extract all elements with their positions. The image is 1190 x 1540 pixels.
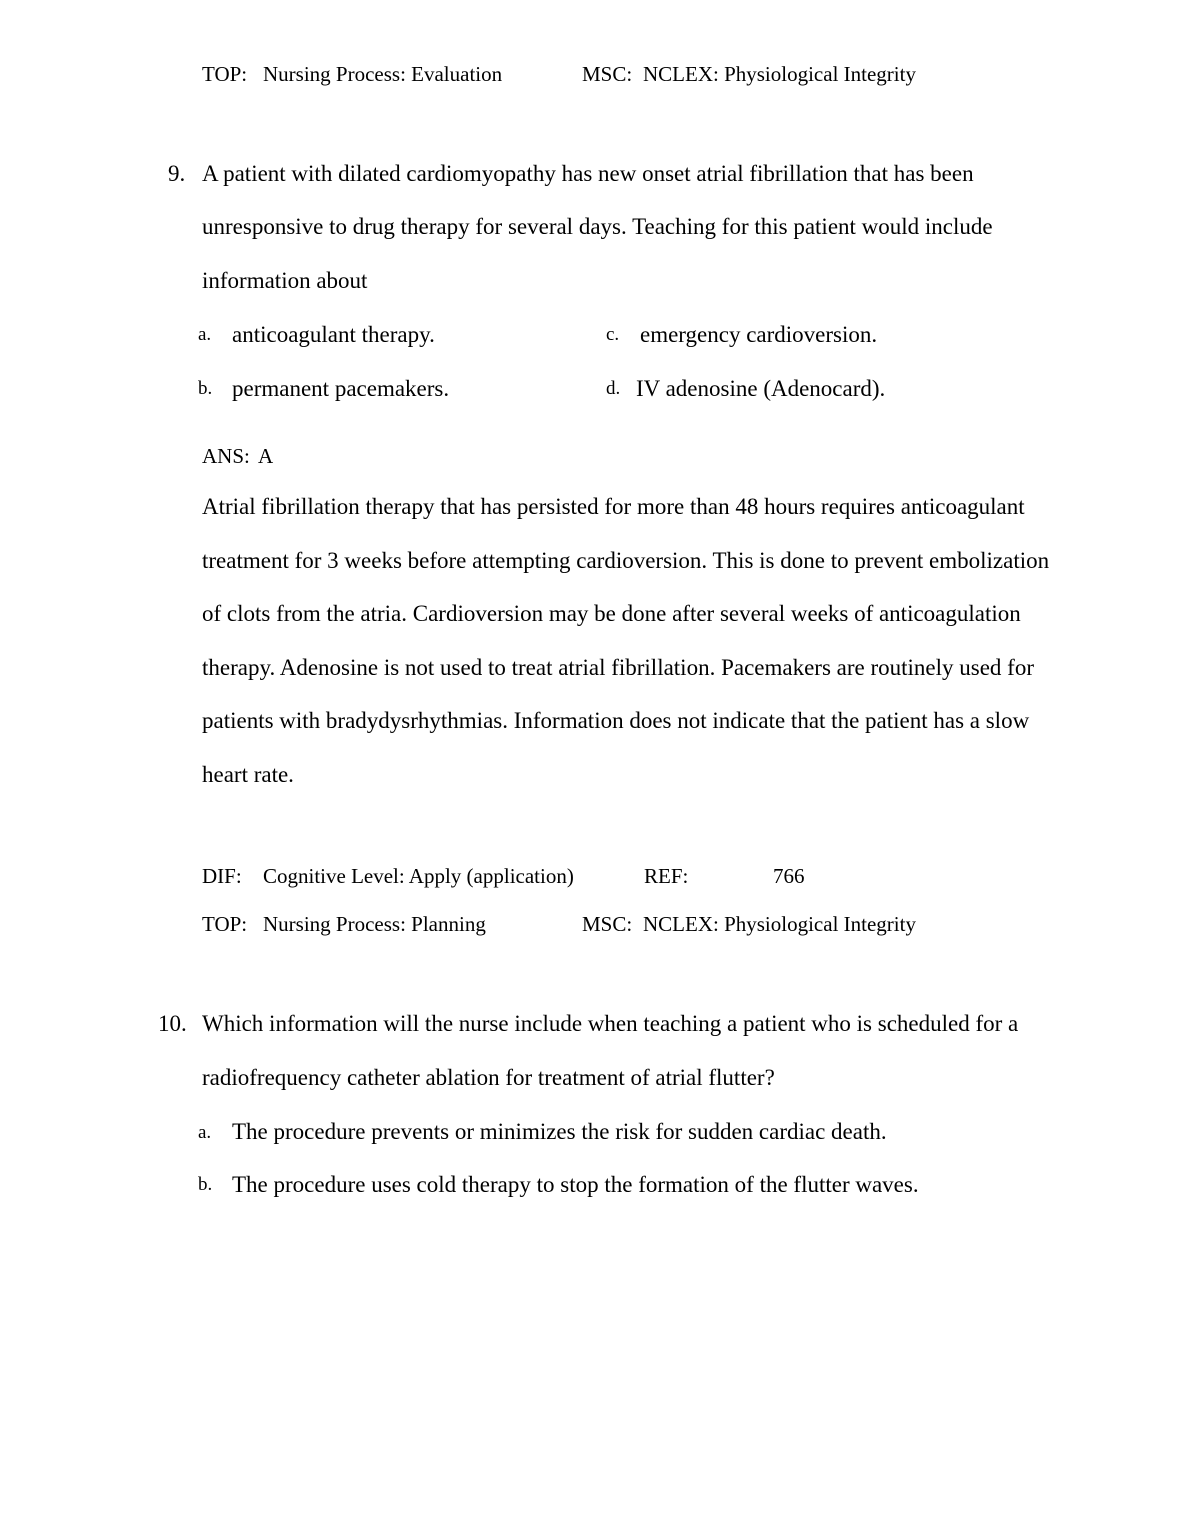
question-10-number: 10. [158, 1011, 187, 1036]
msc-value: NCLEX: Physiological Integrity [643, 912, 916, 936]
top-value: Nursing Process: Evaluation [263, 62, 503, 86]
option-a-text: The procedure prevents or minimizes the risk for sudden cardiac death. [232, 1119, 887, 1144]
answer-label: ANS: [202, 444, 250, 468]
answer-value: A [258, 444, 274, 468]
option-b-text: permanent pacemakers. [232, 376, 450, 401]
msc-label: MSC: [582, 912, 633, 936]
msc-value: NCLEX: Physiological Integrity [643, 62, 916, 86]
rationale-line: of clots from the atria. Cardioversion may be done after several weeks of anticoagulation [202, 601, 1021, 627]
ref-label: REF: [644, 864, 689, 888]
msc-label: MSC: [582, 62, 633, 86]
question-10-text-line-1: Which information will the nurse include when teaching a patient who is scheduled for a [202, 1011, 1019, 1036]
rationale-line: patients with bradydysrhythmias. Information does not indicate that the patient has a slow [202, 708, 1030, 734]
option-d-text: IV adenosine (Adenocard). [636, 376, 886, 401]
question-9-text-line-3: information about [202, 268, 368, 293]
rationale [202, 480, 1072, 802]
rationale-line: Atrial fibrillation therapy that has persisted for more than 48 hours requires anticoagulant [202, 494, 1025, 519]
rationale-line: treatment for 3 weeks before attempting cardioversion. This is done to prevent embolization [202, 547, 1050, 573]
ref-value: 766 [773, 864, 805, 888]
dif-label: DIF: [202, 864, 242, 888]
dif-value: Cognitive Level: Apply (application) [263, 864, 574, 888]
question-9-text-line-1: A patient with dilated cardiomyopathy has new onset atrial fibrillation that has been [202, 161, 974, 186]
question-9-text-line-2: unresponsive to drug therapy for several days. Teaching for this patient would include [202, 214, 993, 239]
rationale-line: therapy. Adenosine is not used to treat atrial fibrillation. Pacemakers are routinely used for [202, 654, 1034, 680]
option-b-text: The procedure uses cold therapy to stop the formation of the flutter waves. [232, 1172, 919, 1197]
option-c-letter: c. [606, 324, 620, 345]
option-c-text: emergency cardioversion. [640, 322, 878, 347]
question-9-number: 9. [168, 161, 186, 186]
top-value: Nursing Process: Planning [263, 912, 486, 936]
option-a-letter: a. [198, 324, 212, 345]
option-a-letter: a. [198, 1122, 212, 1143]
rationale-line: heart rate. [202, 761, 294, 787]
option-b-letter: b. [198, 1174, 213, 1195]
question-10-text-line-2: radiofrequency catheter ablation for treatment of atrial flutter? [202, 1065, 775, 1090]
top-label: TOP: [202, 912, 248, 936]
option-d-letter: d. [606, 378, 621, 399]
option-a-text: anticoagulant therapy. [232, 322, 435, 347]
top-label: TOP: [202, 62, 248, 86]
option-b-letter: b. [198, 378, 213, 399]
